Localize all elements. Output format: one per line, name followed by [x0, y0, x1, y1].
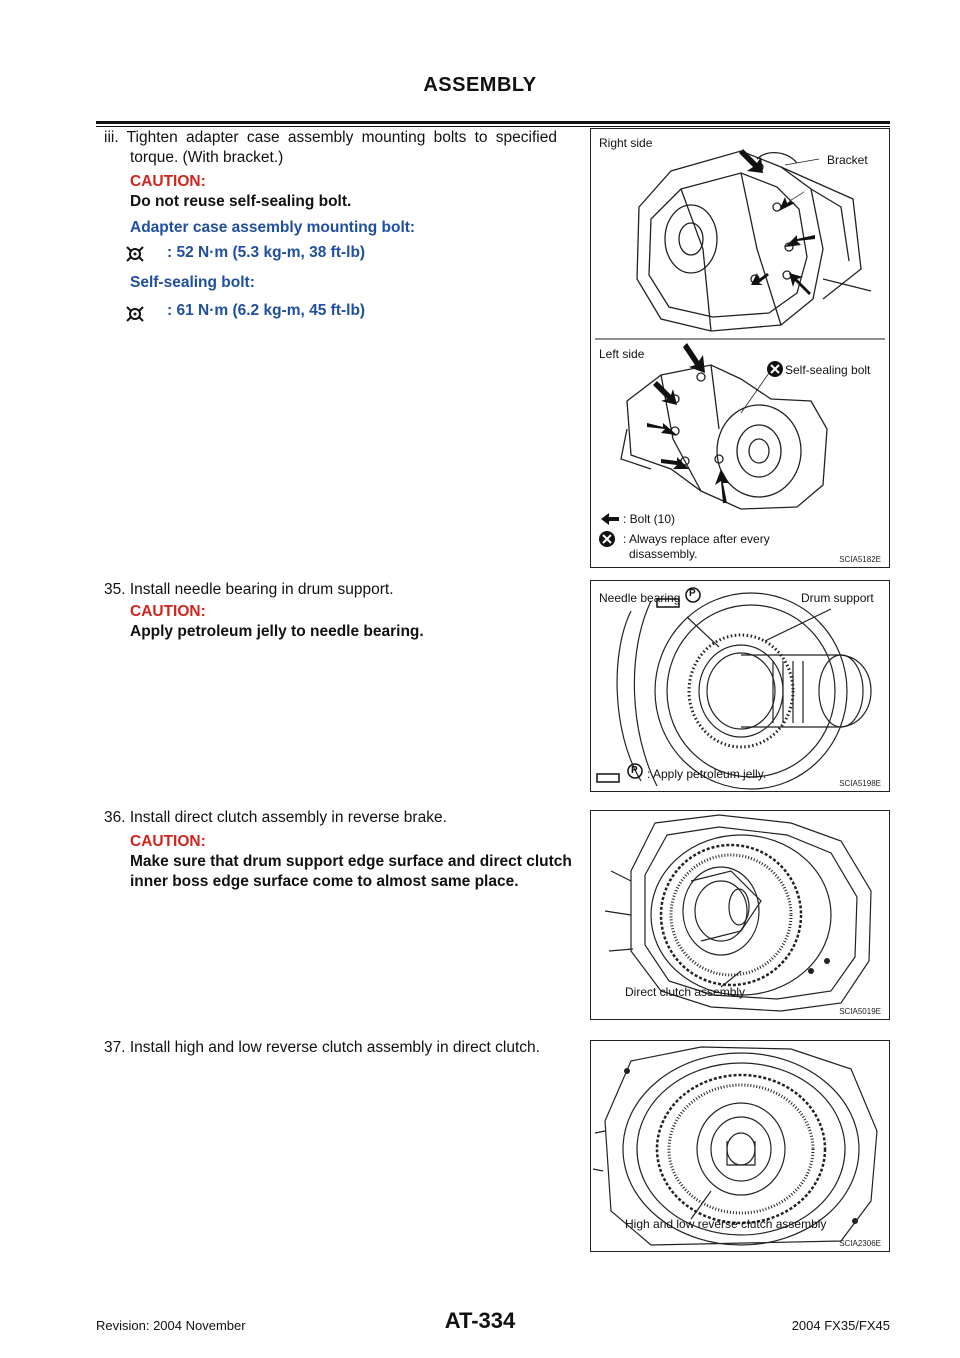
title-rule-thin: [96, 126, 890, 127]
petroleum-jelly-icon: P: [689, 588, 696, 599]
page-title: ASSEMBLY: [423, 74, 537, 96]
step-37-text: 37. Install high and low reverse clutch assembly in direct clutch.: [104, 1039, 540, 1056]
step-iii-line1: iii. Tighten adapter case assembly mounting bolts to specified: [104, 129, 557, 146]
spec2-label: Self-sealing bolt:: [130, 274, 255, 291]
right-side-label: Right side: [599, 136, 653, 150]
caution-text-line2: inner boss edge surface come to almost same place.: [130, 873, 519, 890]
footer-revision: Revision: 2004 November: [96, 1318, 246, 1333]
direct-clutch-label: Direct clutch assembly: [625, 985, 746, 999]
caution-label: CAUTION:: [130, 603, 206, 620]
figure-high-low-clutch: [590, 1040, 890, 1252]
caution-label: CAUTION:: [130, 833, 206, 850]
footer-model: 2004 FX35/FX45: [791, 1318, 890, 1333]
legend-petroleum-jelly: : Apply petroleum jelly.: [647, 767, 767, 781]
title-rule: [96, 121, 890, 124]
caution-text: Apply petroleum jelly to needle bearing.: [130, 623, 424, 640]
page-number: AT-334: [444, 1308, 516, 1333]
drum-support-label: Drum support: [801, 591, 874, 605]
legend-replace-line1: : Always replace after every: [623, 532, 770, 546]
step-35-text: 35. Install needle bearing in drum support.: [104, 581, 394, 598]
figure-code: SCIA5019E: [839, 1007, 881, 1016]
caution-text-line1: Make sure that drum support edge surface and direct clutch: [130, 853, 572, 870]
figure-needle-bearing: [590, 580, 890, 792]
figure-adapter-case: [590, 128, 890, 568]
self-sealing-bolt-label: Self-sealing bolt: [785, 363, 871, 377]
figure-direct-clutch: [590, 810, 890, 1020]
left-side-label: Left side: [599, 347, 645, 361]
figure-code: SCIA5198E: [839, 779, 881, 788]
torque-wrench-icon: [125, 243, 145, 265]
spec1-value: : 52 N·m (5.3 kg-m, 38 ft-lb): [167, 244, 366, 261]
caution-label: CAUTION:: [130, 173, 206, 190]
bracket-label: Bracket: [827, 153, 868, 167]
step-36-text: 36. Install direct clutch assembly in reverse brake.: [104, 809, 447, 826]
needle-bearing-label: Needle bearing: [599, 591, 681, 605]
caution-text: Do not reuse self-sealing bolt.: [130, 193, 352, 210]
figure-code: SCIA2306E: [839, 1239, 881, 1248]
figure-code: SCIA5182E: [839, 555, 881, 564]
torque-wrench-icon: [125, 303, 145, 325]
high-low-clutch-label: High and low reverse clutch assembly: [625, 1217, 827, 1231]
step-iii-line2: torque. (With bracket.): [130, 149, 284, 166]
petroleum-jelly-icon: P: [631, 765, 638, 776]
spec1-label: Adapter case assembly mounting bolt:: [130, 219, 416, 236]
legend-bolt: : Bolt (10): [623, 512, 676, 526]
legend-replace-line2: disassembly.: [629, 547, 698, 561]
needle-bearing-drawing: [591, 581, 889, 791]
spec2-value: : 61 N·m (6.2 kg-m, 45 ft-lb): [167, 302, 366, 319]
